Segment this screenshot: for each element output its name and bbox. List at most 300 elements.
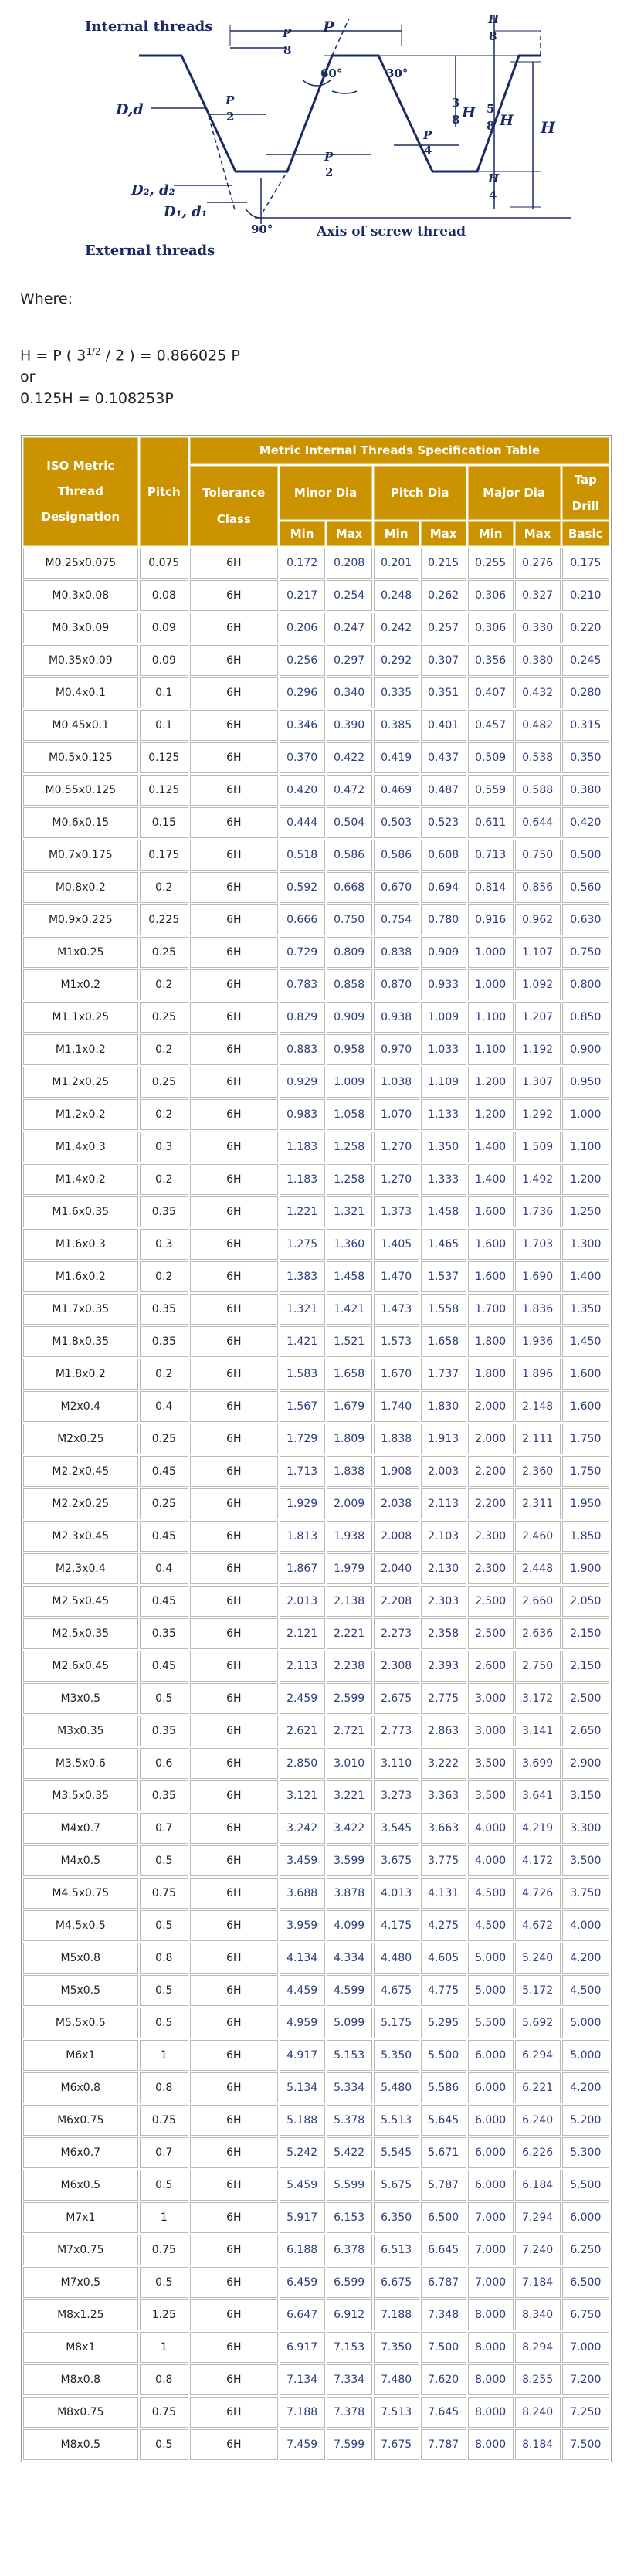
cell-minor-max: 1.258: [327, 1164, 372, 1195]
cell-pitch-max: 0.487: [421, 775, 466, 806]
cell-major-min: 6.000: [468, 2040, 514, 2071]
cell-pitch-min: 3.545: [374, 1813, 419, 1844]
cell-pitch-max: 4.605: [421, 1943, 466, 1974]
cell-major-max: 2.448: [515, 1553, 561, 1584]
cell-pitch: 0.5: [140, 1910, 188, 1941]
thread-profile-diagram: [0, 0, 634, 270]
cell-minor-max: 5.334: [327, 2072, 372, 2103]
cell-major-min: 1.700: [468, 1294, 514, 1325]
cell-tap-basic: 2.050: [562, 1586, 609, 1617]
cell-major-min: 0.611: [468, 807, 514, 838]
cell-pitch: 0.7: [140, 1813, 188, 1844]
table-row: [23, 1553, 609, 1584]
cell-major-min: 0.306: [468, 580, 514, 611]
P-top-label: P: [323, 18, 335, 36]
cell-pitch: 0.75: [140, 1878, 188, 1909]
cell-minor-max: 2.721: [327, 1716, 372, 1746]
cell-designation: M1.1x0.2: [23, 1034, 138, 1065]
cell-major-min: 3.500: [468, 1748, 514, 1779]
cell-major-min: 7.000: [468, 2267, 514, 2298]
cell-minor-max: 0.254: [327, 580, 372, 611]
cell-tap-basic: 4.200: [562, 2072, 609, 2103]
cell-minor-max: 1.321: [327, 1196, 372, 1227]
cell-minor-max: 2.009: [327, 1488, 372, 1519]
angle-90-arc: [246, 209, 261, 218]
cell-designation: M6x1: [23, 2040, 138, 2071]
cell-major-max: 1.936: [515, 1326, 561, 1357]
cell-major-max: 6.226: [515, 2137, 561, 2168]
cell-designation: M0.7x0.175: [23, 840, 138, 871]
angle-60-label: 60°: [320, 66, 343, 80]
cell-pitch-max: 0.608: [421, 840, 466, 871]
cell-major-min: 6.000: [468, 2072, 514, 2103]
cell-pitch-min: 0.838: [374, 937, 419, 968]
header-minor-min: Min: [280, 521, 325, 546]
cell-pitch-max: 1.558: [421, 1294, 466, 1325]
cell-major-min: 1.800: [468, 1326, 514, 1357]
cell-pitch-max: 1.458: [421, 1196, 466, 1227]
cell-minor-max: 2.138: [327, 1586, 372, 1617]
cell-pitch-min: 1.070: [374, 1099, 419, 1130]
table-row: [23, 969, 609, 1000]
cell-designation: M1.8x0.2: [23, 1359, 138, 1390]
table-row: [23, 1716, 609, 1746]
cell-major-min: 2.200: [468, 1456, 514, 1487]
cell-pitch: 0.35: [140, 1196, 188, 1227]
cell-major-max: 0.962: [515, 904, 561, 935]
table-row: [23, 1618, 609, 1649]
cell-major-max: 3.172: [515, 1683, 561, 1714]
cell-pitch-min: 0.970: [374, 1034, 419, 1065]
cell-pitch-min: 6.350: [374, 2202, 419, 2233]
cell-tolerance: 6H: [190, 904, 278, 935]
cell-pitch: 0.45: [140, 1586, 188, 1617]
cell-pitch-max: 1.658: [421, 1326, 466, 1357]
header-minor-dia: Minor Dia: [280, 466, 372, 520]
cell-tolerance: 6H: [190, 2364, 278, 2395]
cell-minor-min: 0.983: [280, 1099, 325, 1130]
cell-pitch-max: 7.348: [421, 2299, 466, 2330]
cell-tap-basic: 0.220: [562, 613, 609, 643]
table-row: [23, 2267, 609, 2298]
cell-pitch: 0.45: [140, 1456, 188, 1487]
cell-pitch-min: 0.201: [374, 548, 419, 579]
table-row: [23, 1780, 609, 1811]
cell-minor-max: 0.340: [327, 677, 372, 708]
cell-tolerance: 6H: [190, 2105, 278, 2136]
cell-minor-min: 2.459: [280, 1683, 325, 1714]
cell-tolerance: 6H: [190, 1002, 278, 1033]
cell-tap-basic: 1.750: [562, 1456, 609, 1487]
dashed-root-right: [263, 171, 287, 212]
cell-pitch-max: 1.350: [421, 1132, 466, 1162]
cell-minor-max: 5.153: [327, 2040, 372, 2071]
cell-major-max: 4.672: [515, 1910, 561, 1941]
cell-minor-min: 0.296: [280, 677, 325, 708]
cell-pitch-min: 1.038: [374, 1067, 419, 1098]
D1d1-label: D₁, d₁: [164, 204, 208, 220]
cell-pitch: 0.4: [140, 1553, 188, 1584]
cell-tap-basic: 0.280: [562, 677, 609, 708]
cell-pitch: 0.25: [140, 1002, 188, 1033]
cell-tap-basic: 0.900: [562, 1034, 609, 1065]
cell-tap-basic: 5.000: [562, 2008, 609, 2038]
cell-major-max: 6.240: [515, 2105, 561, 2136]
cell-major-max: 1.107: [515, 937, 561, 968]
cell-designation: M2.2x0.45: [23, 1456, 138, 1487]
cell-minor-min: 1.383: [280, 1261, 325, 1292]
cell-minor-min: 1.713: [280, 1456, 325, 1487]
cell-pitch: 1: [140, 2332, 188, 2363]
cell-pitch: 0.7: [140, 2137, 188, 2168]
P4-num: P: [423, 128, 432, 142]
cell-minor-max: 1.360: [327, 1229, 372, 1260]
cell-designation: M0.9x0.225: [23, 904, 138, 935]
cell-tap-basic: 5.300: [562, 2137, 609, 2168]
cell-tolerance: 6H: [190, 677, 278, 708]
cell-major-min: 2.300: [468, 1521, 514, 1552]
cell-pitch-min: 2.008: [374, 1521, 419, 1552]
cell-pitch-min: 1.270: [374, 1132, 419, 1162]
cell-minor-max: 0.668: [327, 872, 372, 903]
P8-top-num: P: [283, 26, 292, 40]
cell-tap-basic: 0.380: [562, 775, 609, 806]
cell-pitch-min: 3.110: [374, 1748, 419, 1779]
cell-tap-basic: 0.750: [562, 937, 609, 968]
cell-major-min: 3.000: [468, 1683, 514, 1714]
cell-tap-basic: 7.000: [562, 2332, 609, 2363]
cell-pitch-max: 4.775: [421, 1975, 466, 2006]
cell-pitch-min: 1.470: [374, 1261, 419, 1292]
table-row: [23, 1099, 609, 1130]
cell-pitch: 0.45: [140, 1521, 188, 1552]
cell-pitch-min: 7.513: [374, 2397, 419, 2428]
cell-designation: M1.4x0.2: [23, 1164, 138, 1195]
cell-minor-max: 1.258: [327, 1132, 372, 1162]
angle-30-arc: [332, 91, 357, 93]
cell-minor-max: 0.247: [327, 613, 372, 643]
cell-designation: M2.5x0.35: [23, 1618, 138, 1649]
cell-pitch-min: 0.419: [374, 742, 419, 773]
cell-designation: M7x1: [23, 2202, 138, 2233]
cell-designation: M4.5x0.5: [23, 1910, 138, 1941]
cell-pitch-max: 1.133: [421, 1099, 466, 1130]
external-threads-label: External threads: [85, 243, 215, 259]
cell-major-min: 0.407: [468, 677, 514, 708]
cell-designation: M6x0.75: [23, 2105, 138, 2136]
cell-pitch: 0.5: [140, 1683, 188, 1714]
cell-major-max: 4.219: [515, 1813, 561, 1844]
formula-line-3: 0.125H = 0.108253P: [20, 390, 174, 408]
cell-tap-basic: 3.300: [562, 1813, 609, 1844]
cell-major-min: 2.000: [468, 1391, 514, 1422]
cell-designation: M3.5x0.35: [23, 1780, 138, 1811]
cell-designation: M0.55x0.125: [23, 775, 138, 806]
cell-designation: M1.2x0.2: [23, 1099, 138, 1130]
cell-minor-min: 3.688: [280, 1878, 325, 1909]
cell-major-min: 1.100: [468, 1002, 514, 1033]
cell-minor-min: 1.729: [280, 1424, 325, 1454]
cell-minor-max: 0.909: [327, 1002, 372, 1033]
cell-major-min: 8.000: [468, 2299, 514, 2330]
cell-tolerance: 6H: [190, 2170, 278, 2201]
table-row: [23, 807, 609, 838]
table-row: [23, 1878, 609, 1909]
cell-minor-min: 0.666: [280, 904, 325, 935]
cell-minor-min: 0.370: [280, 742, 325, 773]
cell-major-min: 5.000: [468, 1943, 514, 1974]
cell-major-min: 8.000: [468, 2397, 514, 2428]
cell-pitch: 0.6: [140, 1748, 188, 1779]
cell-tolerance: 6H: [190, 2267, 278, 2298]
cell-pitch-min: 1.908: [374, 1456, 419, 1487]
table-row: [23, 1845, 609, 1876]
cell-tolerance: 6H: [190, 710, 278, 741]
cell-pitch: 0.75: [140, 2397, 188, 2428]
cell-minor-min: 2.113: [280, 1651, 325, 1682]
cell-tap-basic: 1.200: [562, 1164, 609, 1195]
cell-major-min: 2.000: [468, 1424, 514, 1454]
cell-tolerance: 6H: [190, 1196, 278, 1227]
cell-tolerance: 6H: [190, 1359, 278, 1390]
cell-minor-min: 4.917: [280, 2040, 325, 2071]
cell-tolerance: 6H: [190, 1586, 278, 1617]
cell-minor-max: 1.938: [327, 1521, 372, 1552]
cell-designation: M5x0.5: [23, 1975, 138, 2006]
header-pitch-dia: Pitch Dia: [374, 466, 466, 520]
cell-pitch-min: 4.175: [374, 1910, 419, 1941]
cell-pitch-min: 7.675: [374, 2429, 419, 2460]
cell-pitch: 0.5: [140, 1975, 188, 2006]
cell-tap-basic: 4.000: [562, 1910, 609, 1941]
header-major-max: Max: [515, 521, 561, 546]
cell-major-min: 1.000: [468, 969, 514, 1000]
cell-tap-basic: 0.350: [562, 742, 609, 773]
cell-major-min: 5.000: [468, 1975, 514, 2006]
cell-pitch-max: 0.909: [421, 937, 466, 968]
cell-minor-max: 6.153: [327, 2202, 372, 2233]
cell-minor-min: 2.850: [280, 1748, 325, 1779]
cell-major-min: 1.200: [468, 1067, 514, 1098]
table-row: [23, 1521, 609, 1552]
cell-minor-max: 0.504: [327, 807, 372, 838]
cell-tap-basic: 1.350: [562, 1294, 609, 1325]
cell-major-max: 2.636: [515, 1618, 561, 1649]
cell-pitch-min: 1.740: [374, 1391, 419, 1422]
cell-tolerance: 6H: [190, 2008, 278, 2038]
cell-minor-min: 2.621: [280, 1716, 325, 1746]
table-row: [23, 1002, 609, 1033]
cell-tolerance: 6H: [190, 1391, 278, 1422]
axis-label: Axis of screw thread: [317, 224, 466, 239]
table-row: [23, 742, 609, 773]
cell-pitch-max: 0.257: [421, 613, 466, 643]
cell-tolerance: 6H: [190, 1521, 278, 1552]
cell-designation: M1.7x0.35: [23, 1294, 138, 1325]
cell-tolerance: 6H: [190, 1034, 278, 1065]
cell-minor-max: 6.378: [327, 2235, 372, 2265]
cell-tap-basic: 0.950: [562, 1067, 609, 1098]
cell-minor-min: 7.188: [280, 2397, 325, 2428]
cell-pitch: 0.175: [140, 840, 188, 871]
cell-tolerance: 6H: [190, 580, 278, 611]
P2-left-den: 2: [226, 110, 235, 124]
cell-designation: M0.4x0.1: [23, 677, 138, 708]
cell-major-max: 7.294: [515, 2202, 561, 2233]
cell-pitch-min: 2.040: [374, 1553, 419, 1584]
cell-tolerance: 6H: [190, 645, 278, 676]
angle-60-arc: [303, 80, 331, 86]
cell-designation: M7x0.75: [23, 2235, 138, 2265]
cell-pitch-max: 5.645: [421, 2105, 466, 2136]
cell-designation: M5x0.8: [23, 1943, 138, 1974]
cell-tap-basic: 0.315: [562, 710, 609, 741]
cell-pitch-max: 2.303: [421, 1586, 466, 1617]
cell-pitch-max: 1.333: [421, 1164, 466, 1195]
cell-minor-max: 5.378: [327, 2105, 372, 2136]
cell-designation: M1.6x0.3: [23, 1229, 138, 1260]
table-row: [23, 1164, 609, 1195]
cell-designation: M1.4x0.3: [23, 1132, 138, 1162]
cell-pitch-min: 0.292: [374, 645, 419, 676]
cell-pitch-max: 1.109: [421, 1067, 466, 1098]
cell-major-min: 2.300: [468, 1553, 514, 1584]
cell-major-min: 4.500: [468, 1910, 514, 1941]
cell-tolerance: 6H: [190, 1424, 278, 1454]
cell-pitch-min: 4.480: [374, 1943, 419, 1974]
cell-major-max: 0.276: [515, 548, 561, 579]
cell-tap-basic: 1.950: [562, 1488, 609, 1519]
cell-minor-min: 0.883: [280, 1034, 325, 1065]
cell-pitch-min: 0.586: [374, 840, 419, 871]
cell-minor-max: 1.679: [327, 1391, 372, 1422]
table-row: [23, 775, 609, 806]
cell-major-max: 6.184: [515, 2170, 561, 2201]
cell-tap-basic: 7.500: [562, 2429, 609, 2460]
cell-minor-min: 7.459: [280, 2429, 325, 2460]
cell-pitch-max: 6.645: [421, 2235, 466, 2265]
cell-minor-min: 5.459: [280, 2170, 325, 2201]
cell-designation: M0.3x0.09: [23, 613, 138, 643]
cell-pitch-min: 0.242: [374, 613, 419, 643]
cell-major-max: 1.207: [515, 1002, 561, 1033]
cell-designation: M6x0.7: [23, 2137, 138, 2168]
cell-pitch: 1.25: [140, 2299, 188, 2330]
5H8-H: H: [500, 112, 514, 129]
table-row: [23, 1975, 609, 2006]
formula-line-2: or: [20, 368, 36, 386]
table-row: [23, 1196, 609, 1227]
3H8-H: H: [462, 104, 476, 121]
cell-tolerance: 6H: [190, 1780, 278, 1811]
cell-major-max: 2.311: [515, 1488, 561, 1519]
cell-designation: M5.5x0.5: [23, 2008, 138, 2038]
cell-pitch: 0.4: [140, 1391, 188, 1422]
cell-pitch-min: 0.248: [374, 580, 419, 611]
cell-pitch-max: 7.500: [421, 2332, 466, 2363]
cell-minor-min: 5.188: [280, 2105, 325, 2136]
cell-minor-min: 1.421: [280, 1326, 325, 1357]
cell-minor-max: 1.979: [327, 1553, 372, 1584]
cell-pitch-max: 1.537: [421, 1261, 466, 1292]
cell-pitch-max: 2.775: [421, 1683, 466, 1714]
cell-minor-min: 6.917: [280, 2332, 325, 2363]
cell-major-max: 1.836: [515, 1294, 561, 1325]
cell-designation: M4x0.5: [23, 1845, 138, 1876]
cell-minor-max: 2.238: [327, 1651, 372, 1682]
cell-major-max: 1.292: [515, 1099, 561, 1130]
cell-tolerance: 6H: [190, 1651, 278, 1682]
cell-minor-max: 5.599: [327, 2170, 372, 2201]
header-minor-max: Max: [327, 521, 372, 546]
cell-pitch: 0.125: [140, 775, 188, 806]
cell-tolerance: 6H: [190, 1294, 278, 1325]
cell-tap-basic: 3.150: [562, 1780, 609, 1811]
cell-minor-min: 7.134: [280, 2364, 325, 2395]
cell-pitch-max: 0.307: [421, 645, 466, 676]
P2-mid-num: P: [324, 150, 334, 164]
cell-major-max: 5.240: [515, 1943, 561, 1974]
cell-minor-max: 2.599: [327, 1683, 372, 1714]
cell-pitch: 0.25: [140, 937, 188, 968]
cell-minor-max: 6.599: [327, 2267, 372, 2298]
cell-major-max: 0.482: [515, 710, 561, 741]
cell-designation: M8x1: [23, 2332, 138, 2363]
cell-minor-max: 1.521: [327, 1326, 372, 1357]
cell-minor-min: 0.206: [280, 613, 325, 643]
cell-designation: M0.35x0.09: [23, 645, 138, 676]
cell-minor-min: 0.256: [280, 645, 325, 676]
cell-designation: M4.5x0.75: [23, 1878, 138, 1909]
cell-minor-max: 1.658: [327, 1359, 372, 1390]
table-row: [23, 1424, 609, 1454]
table-row: [23, 2397, 609, 2428]
cell-major-max: 8.184: [515, 2429, 561, 2460]
cell-major-max: 3.641: [515, 1780, 561, 1811]
cell-major-min: 1.400: [468, 1132, 514, 1162]
cell-minor-max: 0.297: [327, 645, 372, 676]
cell-tolerance: 6H: [190, 1067, 278, 1098]
header-tap-basic: Basic: [562, 521, 609, 546]
cell-tap-basic: 2.150: [562, 1651, 609, 1682]
table-row: [23, 1034, 609, 1065]
cell-tolerance: 6H: [190, 1813, 278, 1844]
cell-pitch: 0.2: [140, 1164, 188, 1195]
cell-tap-basic: 1.250: [562, 1196, 609, 1227]
cell-pitch: 0.35: [140, 1780, 188, 1811]
3H8-den: 8: [452, 113, 460, 127]
cell-pitch-max: 2.130: [421, 1553, 466, 1584]
cell-pitch-max: 4.275: [421, 1910, 466, 1941]
cell-minor-min: 6.459: [280, 2267, 325, 2298]
cell-minor-max: 3.599: [327, 1845, 372, 1876]
cell-minor-min: 3.959: [280, 1910, 325, 1941]
cell-minor-max: 1.838: [327, 1456, 372, 1487]
cell-pitch: 0.09: [140, 613, 188, 643]
cell-tap-basic: 1.100: [562, 1132, 609, 1162]
cell-major-max: 7.184: [515, 2267, 561, 2298]
cell-designation: M2x0.4: [23, 1391, 138, 1422]
cell-pitch-min: 5.350: [374, 2040, 419, 2071]
cell-pitch: 0.75: [140, 2105, 188, 2136]
cell-pitch: 0.25: [140, 1067, 188, 1098]
cell-tap-basic: 7.200: [562, 2364, 609, 2395]
cell-pitch-max: 5.787: [421, 2170, 466, 2201]
header-major-dia: Major Dia: [468, 466, 561, 520]
cell-pitch-min: 0.469: [374, 775, 419, 806]
cell-tap-basic: 3.750: [562, 1878, 609, 1909]
table-body: [23, 548, 609, 2460]
